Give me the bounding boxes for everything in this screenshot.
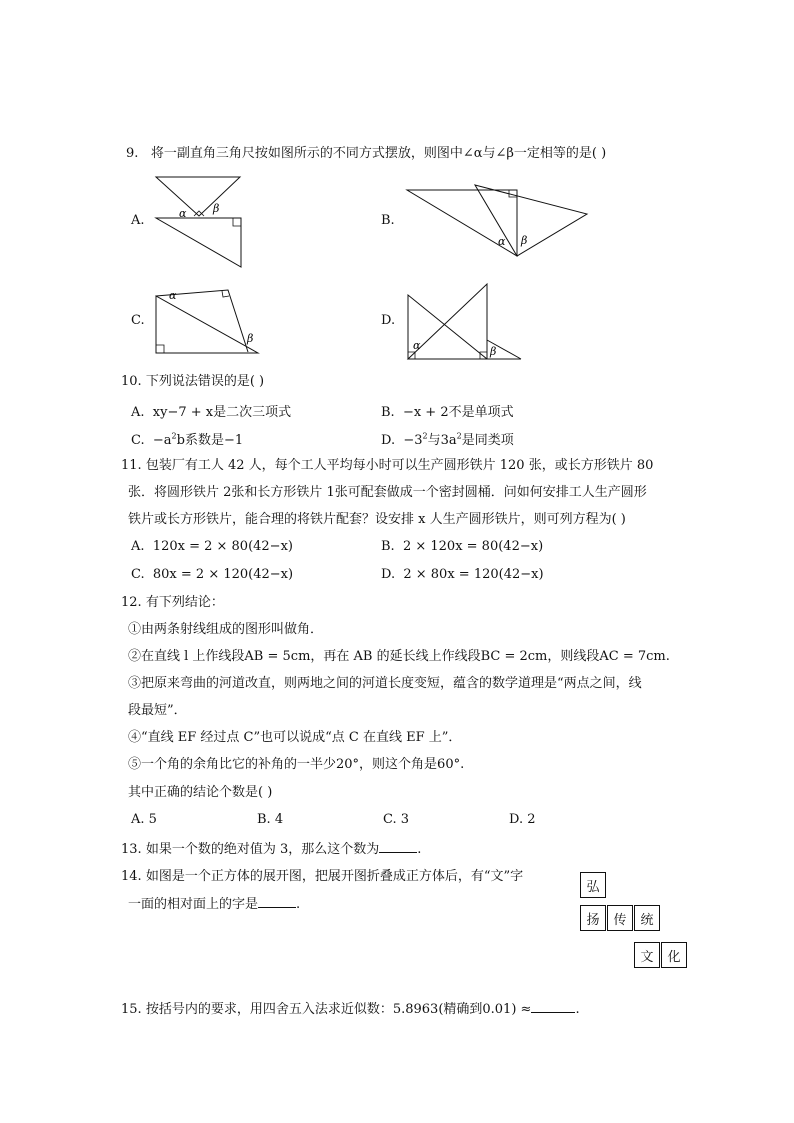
q9-a-alpha: α [179, 207, 187, 220]
q13-number: 13. [121, 842, 142, 857]
q12-item-4: ④“直线 EF 经过点 C”也可以说成“点 C 在直线 EF 上”． [128, 730, 462, 745]
q10-option-c: C. $-a^2b$系数是−1 [131, 431, 244, 448]
cube-net [580, 872, 690, 972]
q14-line-2: 一面的相对面上的字是 . [128, 897, 301, 912]
q12-option-d: D. 2 [509, 812, 536, 827]
q12-item-3: ③把原来弯曲的河道改直，则两地之间的河道长度变短，蕴含的数学道理是“两点之间，线 [128, 676, 642, 691]
q12-option-b: B. 4 [257, 812, 284, 827]
q11-number: 11. [121, 458, 142, 473]
q9-figure-b [405, 183, 590, 261]
q9-option-b-label: B. [381, 213, 395, 228]
q9-number: 9. [126, 146, 139, 161]
q9-text: 将一副直角三角尺按如图所示的不同方式摆放，则图中∠α与∠β一定相等的是( ) [150, 146, 607, 161]
q9-c-alpha: α [169, 289, 177, 302]
cube-cell-6: 化 [661, 942, 687, 968]
q9-figure-d [403, 282, 525, 362]
q12-item-5: ⑤一个角的余角比它的补角的一半少20°，则这个角是60°. [128, 757, 465, 772]
q15-number: 15. [121, 1002, 142, 1017]
q15-answer-blank[interactable] [531, 1000, 575, 1013]
q9-b-beta: β [521, 234, 528, 247]
q11-option-c: C. 80x = 2 × 120(42−x) [131, 567, 294, 582]
q11-option-b: B. 2 × 120x = 80(42−x) [381, 539, 544, 554]
q14-number: 14. [121, 869, 142, 884]
q11-line-2: 张．将圆形铁片 2张和长方形铁片 1张可配套做成一个密封圆桶．问如何安排工人生产圆形 [128, 485, 647, 500]
q11-line-3: 铁片或长方形铁片，能合理的将铁片配套？设安排 x 人生产圆形铁片，则可列方程为( ) [128, 512, 626, 527]
cube-cell-1: 弘 [580, 872, 606, 898]
q12-item-3-cont: 段最短”． [128, 703, 187, 718]
q10-number: 10. [121, 374, 142, 389]
q14-answer-blank[interactable] [258, 895, 296, 908]
q9-option-a-label: A. [131, 213, 145, 228]
q10-option-a: A. xy−7 + x是二次三项式 [131, 405, 292, 420]
q9-option-c-label: C. [131, 313, 145, 328]
q15-stem: 15. 按括号内的要求，用四舍五入法求近似数：5.8963(精确到0.01) ≈ . [121, 1002, 580, 1017]
q9-c-beta: β [247, 332, 254, 345]
q11-option-a: A. 120x = 2 × 80(42−x) [131, 539, 293, 554]
q10-stem [121, 373, 264, 391]
q9-d-alpha: α [413, 339, 421, 352]
q12-question: 其中正确的结论个数是( ) [128, 785, 273, 800]
q11-line-1: 11. 包装厂有工人 42 人，每个工人平均每小时可以生产圆形铁片 120 张，或长方形铁片 80 [121, 458, 654, 473]
q9-figure-a [150, 172, 250, 270]
cube-cell-2: 扬 [580, 905, 606, 931]
q9-d-beta: β [490, 345, 497, 358]
q10-option-d: D. $-3^2$与$3a^2$是同类项 [381, 431, 514, 448]
q12-item-2: ②在直线 l 上作线段AB = 5cm，再在 AB 的延长线上作线段BC = 2cm，则线段AC = 7cm. [128, 649, 670, 664]
q11-option-d: D. 2 × 80x = 120(42−x) [381, 567, 544, 582]
q9-option-d-label: D. [381, 313, 396, 328]
q12-option-c: C. 3 [383, 812, 410, 827]
cube-cell-5: 文 [634, 942, 660, 968]
q9-a-beta: β [213, 202, 220, 215]
q12-item-1: ①由两条射线组成的图形叫做角． [128, 622, 324, 637]
q12-stem: 12. 有下列结论： [121, 595, 224, 610]
q9-b-alpha: α [498, 235, 506, 248]
cube-cell-3: 传 [607, 905, 633, 931]
q10-text: 下列说法错误的是( ) [145, 374, 265, 389]
q13-answer-blank[interactable] [379, 840, 417, 853]
q12-number: 12. [121, 595, 142, 610]
q13-stem: 13. 如果一个数的绝对值为 3，那么这个数为 . [121, 842, 422, 857]
q10-option-b: B. −x + 2不是单项式 [381, 405, 514, 420]
q14-line-1: 14. 如图是一个正方体的展开图，把展开图折叠成正方体后，有“文”字 [121, 869, 524, 884]
cube-cell-4: 统 [634, 905, 660, 931]
q12-option-a: A. 5 [131, 812, 157, 827]
q9-stem [126, 145, 606, 163]
q9-figure-c [150, 286, 262, 358]
